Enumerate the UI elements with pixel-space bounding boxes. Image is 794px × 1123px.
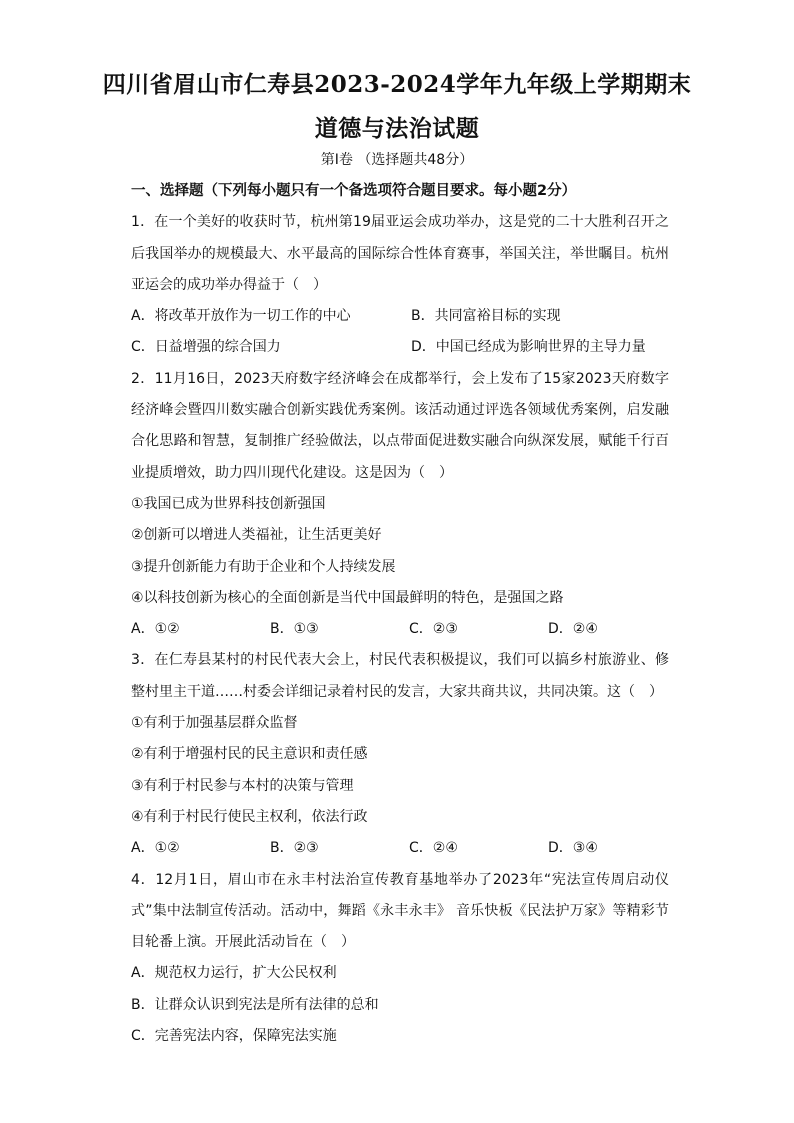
question-text: 3．在仁寿县某村的村民代表大会上，村民代表积极提议，我们可以搞乡村旅游业、修整村里主干道……村委会详细记录着村民的发言，大家共商共议，共同决策。这（ ） [131, 652, 669, 700]
option-b: B．共同富裕目标的实现 [411, 308, 561, 325]
question-1 [131, 207, 669, 363]
option-c: C．②③ [409, 621, 458, 638]
question-4 [131, 865, 669, 1053]
statement-2: ②创新可以增进人类福祉，让生活更美好 [131, 527, 382, 544]
option-a: A．①② [131, 621, 180, 638]
exam-title-line1: 四川省眉山市仁寿县2023-2024学年九年级上学期期末 [102, 71, 692, 98]
statement-1: ①有利于加强基层群众监督 [131, 715, 298, 732]
question-text: 2．11月16日，2023天府数字经济峰会在成都举行，会上发布了15家2023天府数字经济峰会暨四川数实融合创新实践优秀案例。该活动通过评选各领域优秀案例，启发融合化思路和智慧，复制推广经验做法，以点带面促进数实融合向纵深发展，赋能千行百业提质增效，助力四川现代化建设。这是因为（ ） [131, 370, 669, 481]
statement-4: ④有利于村民行使民主权利，依法行政 [131, 808, 368, 825]
exam-content [131, 176, 669, 1052]
option-row [131, 332, 669, 363]
statement-3: ③提升创新能力有助于企业和个人持续发展 [131, 558, 396, 575]
question-2 [131, 364, 669, 646]
option-b: B．①③ [270, 621, 319, 638]
option-a: A．将改革开放作为一切工作的中心 [131, 308, 351, 325]
section-heading: 一、选择题（下列每小题只有一个备选项符合题目要求。每小题2分） [131, 183, 577, 199]
option-b: B．让群众认识到宪法是所有法律的总和 [131, 996, 379, 1013]
statement-4: ④以科技创新为核心的全面创新是当代中国最鲜明的特色，是强国之路 [131, 589, 564, 606]
question-3 [131, 645, 669, 864]
question-text: 4．12月1日，眉山市在永丰村法治宣传教育基地举办了2023年“宪法宣传周启动仪式”集中法制宣传活动。活动中，舞蹈《永丰永丰》 音乐快板《民法护万家》等精彩节目轮番上演。开展此活动旨在（ ） [131, 871, 669, 951]
option-c: C．日益增强的综合国力 [131, 339, 281, 356]
exam-title-line2: 道德与法治试题 [314, 115, 480, 142]
statement-2: ②有利于增强村民的民主意识和责任感 [131, 746, 368, 763]
option-c: C．完善宪法内容，保障宪法实施 [131, 1028, 337, 1045]
statement-1: ①我国已成为世界科技创新强国 [131, 495, 326, 512]
option-d: D．③④ [548, 840, 598, 857]
option-c: C．②④ [409, 840, 458, 857]
option-row [131, 833, 669, 864]
question-text: 1．在一个美好的收获时节，杭州第19届亚运会成功举办，这是党的二十大胜利召开之后我国举办的规模最大、水平最高的国际综合性体育赛事，举国关注，举世瞩目。杭州亚运会的成功举办得益于（ ） [131, 214, 669, 293]
option-a: A．规范权力运行，扩大公民权利 [131, 965, 337, 982]
option-d: D．中国已经成为影响世界的主导力量 [411, 339, 646, 356]
paper-part-subtitle: 第Ⅰ卷 （选择题共48分） [320, 152, 474, 168]
option-row [131, 301, 669, 332]
option-row [131, 614, 669, 645]
option-b: B．②③ [270, 840, 319, 857]
statement-3: ③有利于村民参与本村的决策与管理 [131, 777, 354, 794]
option-d: D．②④ [548, 621, 598, 638]
option-a: A．①② [131, 840, 180, 857]
